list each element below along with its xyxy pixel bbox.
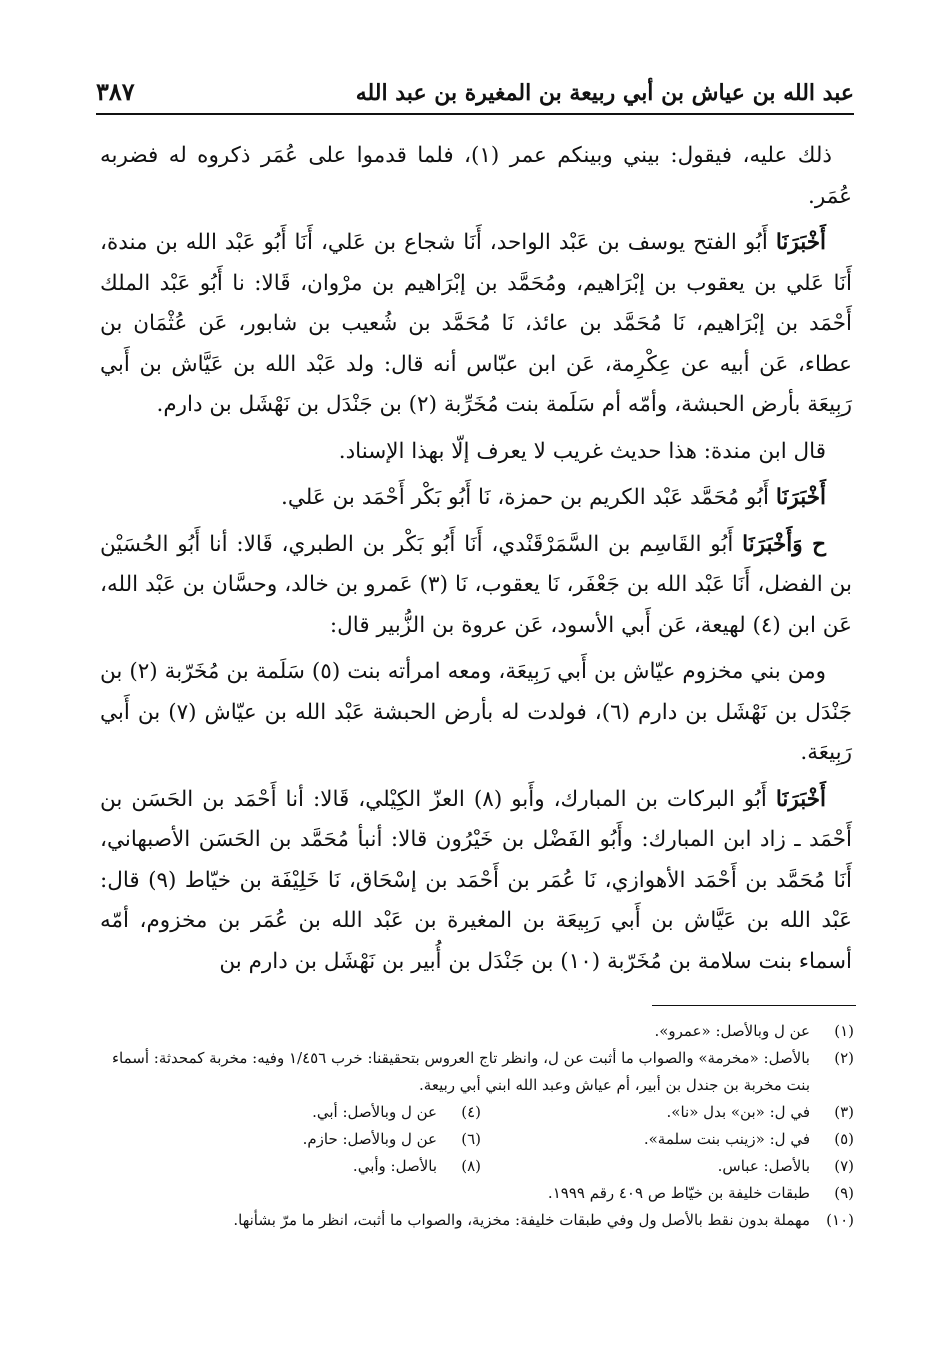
footnote: (٥) في ل: «زينب بنت سلمة». [643, 1130, 854, 1148]
footnote-row [108, 1126, 854, 1153]
footnote: (٤) عن ل وبالأصل: أبي. [312, 1103, 481, 1121]
footnotes [108, 1018, 854, 1234]
isnad-keyword: أَخْبَرَنَا [775, 230, 826, 255]
paragraph: قال ابن مندة: هذا حديث غريب لا يعرف إلّا بهذا الإسناد. [338, 438, 826, 464]
footnote: (١) عن ل وبالأصل: «عمرو». [654, 1022, 854, 1040]
footnote-rule [652, 1005, 856, 1006]
main-text [100, 136, 852, 988]
header-rule [96, 113, 854, 115]
footnote: (٧) بالأصل: عباس. [717, 1157, 854, 1175]
footnote: (٦) عن ل وبالأصل: حازم. [302, 1130, 481, 1148]
header-title: عبد الله بن عياش بن أبي ربيعة بن المغيرة بن عبد الله [355, 80, 854, 106]
footnote-row [108, 1099, 854, 1126]
isnad-keyword: أَخْبَرَنَا [775, 786, 826, 812]
paragraph: ذلك عليه، فيقول: بيني وبينكم عمر (١)، فلما قدموا على عُمَر ذكروه له فضربه عُمَر. [100, 143, 852, 209]
paragraph: أَخْبَرَنَا أَبُو البركات بن المبارك، وأَبو (٨) العزّ الكِيْلي، قَالا: أنا أَحْمَد بن الحَسَن بن أَحْمَد ـ زاد ابن المبارك: وأَبُو الفَضْل بن خَيْرُون قالا: أنبأ مُحَمَّد بن الحَسَن الأصبهاني، أَنَا مُحَمَّد بن أَحْمَد الأهوازي، نَا عُمَر بن أَحْمَد بن إسْحَاق، نَا خَلِيْفَة بن خيّاط (٩) قال: عَبْد الله بن عَيَّاش بن أَبي رَبِيعَة بن المغيرة بن عَبْد الله بن عُمَر بن مخزوم، أمّه أسماء بنت سلامة بن مُخَرّبة (١٠) بن جَنْدَل بن أُبير بن نَهْشَل بن دارم بن [100, 786, 852, 974]
isnad-keyword: أَخْبَرَنَا [775, 485, 826, 510]
running-header [96, 62, 854, 106]
footnote: (٢) بالأصل: «مخرمة» والصواب ما أثبت عن ل، وانظر تاج العروس بتحقيقنا: خرب ١/٤٥٦ وفيه: مخربة كمحدثة: أسماء بنت مخربة بن جندل بن أبير، أم عياش وعبد الله ابني أبي ربيعة. [111, 1049, 854, 1094]
footnote: (٣) في ل: «بن» بدل «نا». [666, 1103, 854, 1121]
isnad-keyword: ح وَأَخْبَرَنَا [742, 531, 826, 557]
page-number: ٣٨٧ [96, 77, 135, 106]
paragraph: ح وَأَخْبَرَنَا أَبُو القَاسِم بن السَّمَرْقَنْدي، أَنَا أَبُو بَكْر بن الطبري، قَالا: أنا أَبُو الحُسَيْن بن الفضل، أَنَا عَبْد الله بن جَعْفَر، نَا يعقوب، نَا (٣) عَمرو بن خالد، وحسَّان بن عَبْد الله، عَن ابن (٤) لهيعة، عَن أَبي الأسود، عَن عروة بن الزُّبير قال: [100, 531, 852, 638]
paragraph: ومن بني مخزوم عيّاش بن أَبي رَبِيعَة، ومعه امرأته بنت (٥) سَلَمة بن مُخَرّبة (٢) بن جَنْدَل بن نَهْشَل بن دارم (٦)، فولدت له بأرض الحبشة عَبْد الله بن عيّاش (٧) بن أَبي رَبِيعَة. [100, 659, 852, 765]
footnote: (٩) طبقات خليفة بن خيّاط ص ٤٠٩ رقم ١٩٩٩. [547, 1184, 854, 1202]
footnote-row [108, 1153, 854, 1180]
footnote: (٨) بالأصل: وأبي. [352, 1157, 481, 1175]
paragraph: أَخْبَرَنَا أَبُو الفتح يوسف بن عَبْد الواحد، أَنَا شجاع بن عَلي، أَنَا أَبُو عَبْد الله بن مندة، أَنَا عَلي بن يعقوب بن إبْرَاهيم، ومُحَمَّد بن إبْرَاهيم بن مرْوان، قَالا: نا أَبُو عَبْد الملك أَحْمَد بن إبْرَاهيم، نَا مُحَمَّد بن عائذ، نَا مُحَمَّد بن شُعيب بن شابور، عَن عُثْمَان بن عطاء، عَن أبيه عن عِكْرِمة، عَن ابن عبّاس أنه قال: ولد عَبْد الله بن عَيَّاش بن أَبي رَبِيعَة بأرض الحبشة، وأمّه أم سَلَمة بنت مُخَرِّبة (٢) بن جَنْدَل بن نَهْشَل بن دارم. [100, 230, 852, 417]
paragraph: أَخْبَرَنَا أَبُو مُحَمَّد عَبْد الكريم بن حمزة، نَا أَبُو بَكْر أَحْمَد بن عَلي. [281, 485, 826, 510]
footnote: (١٠) مهملة بدون نقط بالأصل ول وفي طبقات خليفة: مخزية، والصواب ما أثبت، انظر ما مرّ بشأنها. [233, 1211, 854, 1229]
